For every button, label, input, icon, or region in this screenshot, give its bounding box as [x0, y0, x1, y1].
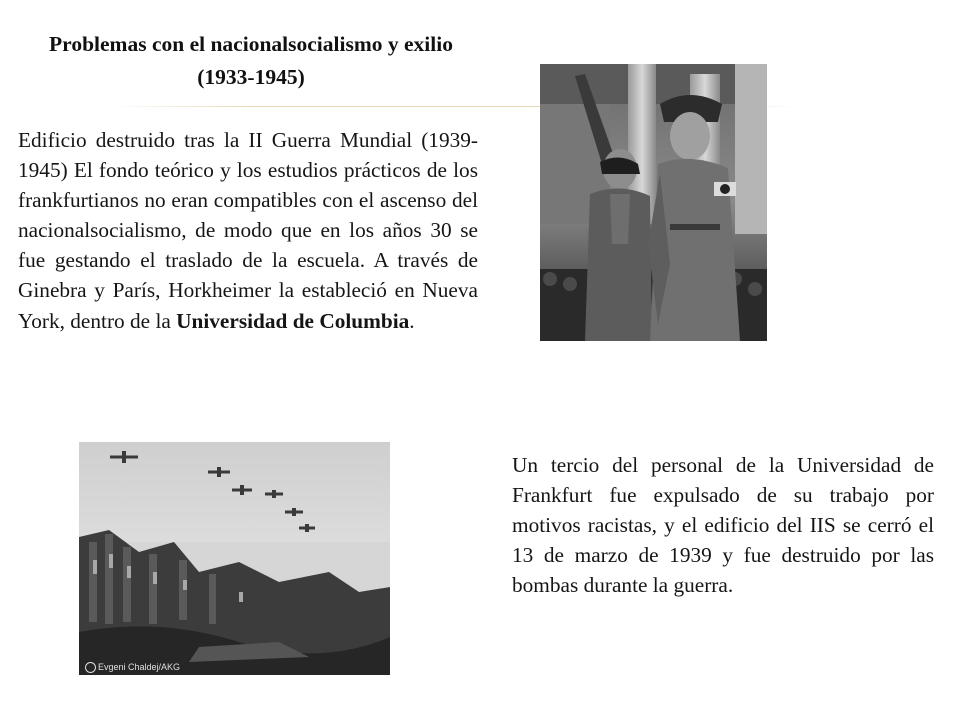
ruined-building-photo	[79, 442, 390, 675]
columbia-university-emphasis: Universidad de Columbia	[176, 308, 410, 333]
copyright-icon	[85, 662, 96, 673]
saluting-officers-photo	[540, 64, 767, 341]
paragraph-frankfurt: Un tercio del personal de la Universidad de Frankfurt fue expulsado de su trabajo por motivos racistas, y el edificio del IIS se cerró el 13 de marzo de 1939 y fue destruido por las bombas durante la guerra.	[512, 453, 934, 598]
slide-title: Problemas con el nacionalsocialismo y exilio (1933-1945)	[49, 32, 453, 89]
saluting-officers-image	[540, 64, 767, 341]
paragraph-exile	[18, 125, 478, 336]
ruined-building-image	[79, 442, 390, 675]
photo-credit	[85, 662, 180, 673]
paragraph-exile-end: .	[409, 308, 415, 333]
paragraph-exile-text: Edificio destruido tras la II Guerra Mundial (1939-1945) El fondo teórico y los estudios prácticos de los frankfurtianos no eran compatibles con el ascenso del nacionalsocialismo, de modo que en los años 30 se fue gestando el traslado de la escuela. A través de Ginebra y París, Horkheimer la estableció en Nueva York, dentro de la	[18, 128, 478, 333]
photo-credit-text: Evgeni Chaldej/AKG	[98, 661, 181, 672]
